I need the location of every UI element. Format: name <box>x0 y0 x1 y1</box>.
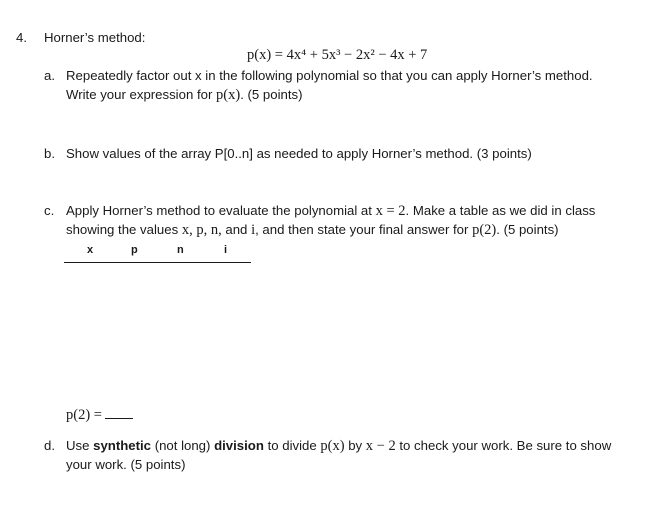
part-c-math-p2: p(2) <box>472 222 497 238</box>
part-c-line-2-mid: and <box>221 222 252 237</box>
part-c-line-2-prefix: showing the values <box>66 222 182 237</box>
part-c-line-1 <box>66 203 595 220</box>
part-c-math-i: i <box>251 222 256 238</box>
part-d-math-px: p(x) <box>320 438 345 454</box>
part-d-line-1-mid1: (not long) <box>151 438 215 453</box>
part-b-label: b. <box>44 146 55 161</box>
final-answer-label: p(2) = <box>66 407 102 423</box>
final-answer-blank[interactable] <box>105 406 133 419</box>
part-d-line-1 <box>66 438 611 455</box>
part-c-line-2 <box>66 222 559 239</box>
part-d-line-1-mid3: by <box>344 438 366 453</box>
part-a-line-1: Repeatedly factor out x in the following polynomial so that you can apply Horner’s method. <box>66 68 593 83</box>
part-d-line-2: your work. (5 points) <box>66 457 186 472</box>
part-a-label: a. <box>44 68 55 83</box>
part-c-math-vars: x, p, n, <box>181 222 222 238</box>
part-d-line-1-mid2: to divide <box>263 438 321 453</box>
table-header-n: n <box>177 244 184 256</box>
part-d-label: d. <box>44 438 55 453</box>
table-header-i: i <box>224 244 228 256</box>
part-c-line-1-prefix: Apply Horner’s method to evaluate the polynomial at <box>66 203 376 218</box>
part-a-line-2-prefix: Write your expression for <box>66 87 217 102</box>
part-d-bold-synthetic: synthetic <box>93 438 152 453</box>
part-c-math-x2: x = 2 <box>375 203 406 219</box>
polynomial-equation: p(x) = 4x⁴ + 5x³ − 2x² − 4x + 7 <box>247 47 428 63</box>
table-header-p: p <box>131 244 138 256</box>
part-a-math-px: p(x) <box>216 87 241 103</box>
final-answer-line <box>66 406 133 424</box>
part-a-line-2-suffix: . (5 points) <box>240 87 303 102</box>
part-c-label: c. <box>44 203 55 218</box>
table-header-x: x <box>87 244 94 256</box>
part-c-line-2-suffix: . (5 points) <box>496 222 559 237</box>
part-c-line-2-mid2: , and then state your final answer for <box>255 222 473 237</box>
part-d-bold-division: division <box>214 438 264 453</box>
part-d-line-1-suffix: to check your work. Be sure to show <box>395 438 612 453</box>
part-d-math-divisor: x − 2 <box>365 438 396 454</box>
horner-table-header <box>64 240 251 263</box>
part-c-line-1-suffix: . Make a table as we did in class <box>405 203 596 218</box>
part-b-line-1: Show values of the array P[0..n] as needed to apply Horner’s method. (3 points) <box>66 146 532 161</box>
part-d-line-1-prefix: Use <box>66 438 94 453</box>
part-a-line-2 <box>66 87 303 104</box>
question-title: Horner’s method: <box>44 30 146 45</box>
question-number: 4. <box>16 30 27 45</box>
